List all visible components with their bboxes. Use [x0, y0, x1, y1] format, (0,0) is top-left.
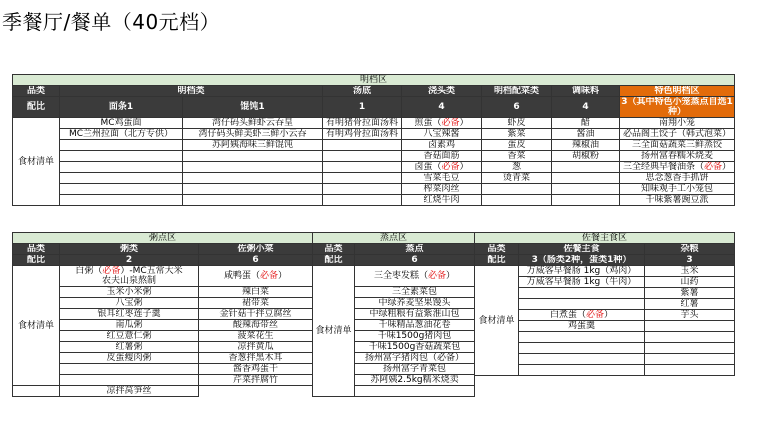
list-item: 香菜	[482, 151, 552, 162]
list-item: 玉米	[645, 266, 735, 277]
list-item	[183, 151, 323, 162]
row-label: 食材清单	[475, 266, 519, 376]
must-mark: 必备	[585, 310, 604, 320]
list-item	[645, 332, 735, 343]
list-item: 扬州富字青菜包	[355, 364, 475, 375]
list-item: 香菇面筋	[402, 151, 482, 162]
row-label: 食材清单	[13, 266, 60, 386]
table-staple	[474, 232, 735, 376]
cat-cell: 调味料	[552, 86, 620, 97]
list-item	[323, 173, 402, 184]
list-item	[60, 140, 183, 151]
list-item	[60, 364, 199, 375]
list-item: 知味观手工小笼包	[620, 184, 735, 195]
list-item: 八宝粥	[60, 298, 199, 309]
list-item	[519, 332, 645, 343]
list-item	[60, 173, 183, 184]
item-text: 农夫山泉熬制	[101, 276, 156, 286]
cfg-label: 配比	[475, 255, 519, 266]
cat-label: 品类	[13, 86, 60, 97]
list-item: 红薯	[645, 299, 735, 310]
list-item	[323, 140, 402, 151]
must-mark: 必备	[441, 162, 460, 172]
list-item	[519, 354, 645, 365]
list-item	[355, 266, 475, 287]
cfg-cell: 4	[552, 97, 620, 118]
list-item	[519, 310, 645, 321]
list-item: 紫菜	[482, 129, 552, 140]
list-item	[323, 195, 402, 206]
list-item	[60, 184, 183, 195]
cfg-cell: 3（肠类2种，蛋类1种）	[519, 255, 645, 266]
list-item	[519, 343, 645, 354]
item-text: ）	[722, 162, 732, 172]
list-item: 芋头	[645, 310, 735, 321]
list-item: 酸辣海带丝	[199, 320, 313, 331]
list-item	[183, 184, 323, 195]
list-item	[552, 173, 620, 184]
list-item	[552, 184, 620, 195]
section-title: 蒸点区	[313, 233, 475, 244]
must-mark: 必备	[441, 118, 460, 128]
cat-cell: 杂粮	[645, 244, 735, 255]
cfg-label: 配比	[13, 255, 60, 266]
cat-label: 品类	[13, 244, 60, 255]
list-item	[60, 266, 199, 287]
list-item: 必品阁王饺子（韩式泡菜）	[620, 129, 735, 140]
list-item	[183, 162, 323, 173]
cfg-cell: 1	[323, 97, 402, 118]
list-item: 银耳红枣莲子羹	[60, 309, 199, 320]
list-item: 菠菜花生	[199, 331, 313, 342]
cat-cell: 浇头类	[402, 86, 482, 97]
list-item	[519, 288, 645, 299]
list-item: 紫薯	[645, 288, 735, 299]
cfg-cell: 6	[199, 255, 313, 266]
list-item: 有明猪骨拉面汤料	[323, 118, 402, 129]
cat-label: 品类	[475, 244, 519, 255]
list-item	[323, 151, 402, 162]
section-title: 粥点区	[13, 233, 313, 244]
cat-cell: 蒸点	[355, 244, 475, 255]
cfg-cell: 3	[645, 255, 735, 266]
list-item: 醋	[552, 118, 620, 129]
list-item	[183, 173, 323, 184]
list-item: 蛋皮	[482, 140, 552, 151]
list-item: 卤素鸡	[402, 140, 482, 151]
list-item: 苏阿姨海味三鲜馄饨	[183, 140, 323, 151]
cfg-cell: 2	[60, 255, 199, 266]
cat-cell: 汤底	[323, 86, 402, 97]
list-item: 扬州富春糯米烧麦	[620, 151, 735, 162]
section-title: 佐餐主食区	[475, 233, 735, 244]
list-item	[645, 354, 735, 365]
list-item	[323, 162, 402, 173]
cfg-cell: 6	[355, 255, 475, 266]
list-item	[482, 195, 552, 206]
list-item: 有明鸡骨拉面汤料	[323, 129, 402, 140]
table-steamed	[312, 232, 475, 397]
list-item: 中绿粗粮有益紫淮山包	[355, 309, 475, 320]
list-item: 皮蛋瘦肉粥	[60, 353, 199, 364]
list-item: 香葱拌黑木耳	[199, 353, 313, 364]
list-item: 虾皮	[482, 118, 552, 129]
list-item: 千味紫薯豌豆派	[620, 195, 735, 206]
item-text: ）	[604, 310, 614, 320]
cfg-label: 配比	[313, 255, 355, 266]
list-item	[60, 151, 183, 162]
list-item: 千味1500g猪肉包	[355, 331, 475, 342]
list-item: 山药	[645, 277, 735, 288]
list-item: 玉米小米粥	[60, 287, 199, 298]
list-item	[645, 343, 735, 354]
list-item: MC兰州拉面（北方专供）	[60, 129, 183, 140]
must-mark: 必备	[260, 271, 279, 281]
row-label: 食材清单	[13, 118, 60, 206]
list-item: 辣椒油	[552, 140, 620, 151]
cat-cell: 粥类	[60, 244, 199, 255]
list-item: 红烧牛肉	[402, 195, 482, 206]
cat-cell: 佐粥小菜	[199, 244, 313, 255]
list-item: 千味精品葱油花卷	[355, 320, 475, 331]
item-text: ）	[459, 162, 469, 172]
item-text: 卤蛋（	[414, 162, 442, 172]
list-item	[60, 195, 183, 206]
list-item: 鸡蛋羹	[519, 321, 645, 332]
list-item: 葱	[482, 162, 552, 173]
list-item	[519, 365, 645, 376]
list-item	[60, 375, 199, 386]
list-item: 思念葱香手抓饼	[620, 173, 735, 184]
list-item: 辣白菜	[199, 287, 313, 298]
list-item: 千味1500g香菇蔬菜包	[355, 342, 475, 353]
cat-cell: 佐餐主食	[519, 244, 645, 255]
item-text: ）	[446, 271, 456, 281]
list-item: 湾仔码头鲜美虾三鲜小云吞	[183, 129, 323, 140]
item-text: 三全经典早餐油条（	[622, 162, 704, 172]
item-text: ）	[459, 118, 469, 128]
item-text: ）-MC五常大米	[120, 266, 183, 276]
list-item: 南瓜粥	[60, 320, 199, 331]
cfg-cell: 馄饨1	[183, 97, 323, 118]
table-porridge	[12, 232, 313, 397]
list-item: 酱香鸡蛋干	[199, 364, 313, 375]
list-item	[482, 184, 552, 195]
table-ming-dang	[12, 74, 735, 206]
list-item	[323, 184, 402, 195]
list-item: 三全素菜包	[355, 287, 475, 298]
list-item: 万威客早餐肠 1kg（鸡肉）	[519, 266, 645, 277]
section-title: 明档区	[13, 75, 735, 86]
list-item	[13, 386, 60, 397]
cfg-cell: 面条1	[60, 97, 183, 118]
list-item: 红豆薏仁粥	[60, 331, 199, 342]
list-item: MC鸡蛋面	[60, 118, 183, 129]
list-item	[645, 321, 735, 332]
list-item	[620, 162, 735, 173]
list-item: 雪菜毛豆	[402, 173, 482, 184]
must-mark: 必备	[428, 271, 447, 281]
item-text: ）	[278, 271, 288, 281]
cat-cell: 特色明档区	[620, 86, 735, 97]
list-item	[645, 365, 735, 376]
list-item	[60, 162, 183, 173]
list-item: 南翔小笼	[620, 118, 735, 129]
row-label: 食材清单	[313, 266, 355, 397]
list-item: 苏阿姨2.5kg糯米烧卖	[355, 375, 475, 386]
list-item: 芹菜拌腐竹	[199, 375, 313, 386]
list-item: 酱油	[552, 129, 620, 140]
list-item	[552, 162, 620, 173]
list-item: 三全面菇蔬菜三鲜蒸饺	[620, 140, 735, 151]
list-item: 中绿荞麦坚果馒头	[355, 298, 475, 309]
list-item	[552, 195, 620, 206]
page-title: 季餐厅/餐单（40元档）	[2, 10, 221, 34]
cfg-cell: 3（其中特色小笼蒸点自选1种）	[621, 97, 733, 117]
cfg-cell: 6	[482, 97, 552, 118]
list-item: 裙带菜	[199, 298, 313, 309]
list-item	[199, 266, 313, 287]
cat-cell: 明档类	[60, 86, 323, 97]
list-item	[355, 386, 475, 397]
list-item: 凉拌莴笋丝	[60, 386, 199, 397]
list-item: 八宝辣酱	[402, 129, 482, 140]
must-mark: 必备	[704, 162, 723, 172]
list-item	[519, 299, 645, 310]
list-item: 万威客早餐肠 1kg（牛肉）	[519, 277, 645, 288]
list-item: 金针菇干拌豆腐丝	[199, 309, 313, 320]
list-item	[183, 195, 323, 206]
list-item: 扬州富字猪肉包（必备）	[355, 353, 475, 364]
cfg-cell: 4	[402, 97, 482, 118]
list-item: 凉拌黄瓜	[199, 342, 313, 353]
item-text: 三全枣发糕（	[373, 271, 428, 281]
list-item: 湾仔码头鲜虾云吞皇	[183, 118, 323, 129]
list-item	[402, 162, 482, 173]
item-text: 煎蛋（	[414, 118, 442, 128]
list-item: 胡椒粉	[552, 151, 620, 162]
item-text: 白煮蛋（	[549, 310, 586, 320]
list-item	[402, 118, 482, 129]
cat-cell: 明档配菜类	[482, 86, 552, 97]
item-text: 白粥（	[75, 266, 103, 276]
cat-label: 品类	[313, 244, 355, 255]
list-item: 烫青菜	[482, 173, 552, 184]
list-item: 红薯粥	[60, 342, 199, 353]
must-mark: 必备	[102, 266, 121, 276]
list-item: 榨菜肉丝	[402, 184, 482, 195]
item-text: 咸鸭蛋（	[223, 271, 260, 281]
cfg-label: 配比	[13, 97, 60, 118]
